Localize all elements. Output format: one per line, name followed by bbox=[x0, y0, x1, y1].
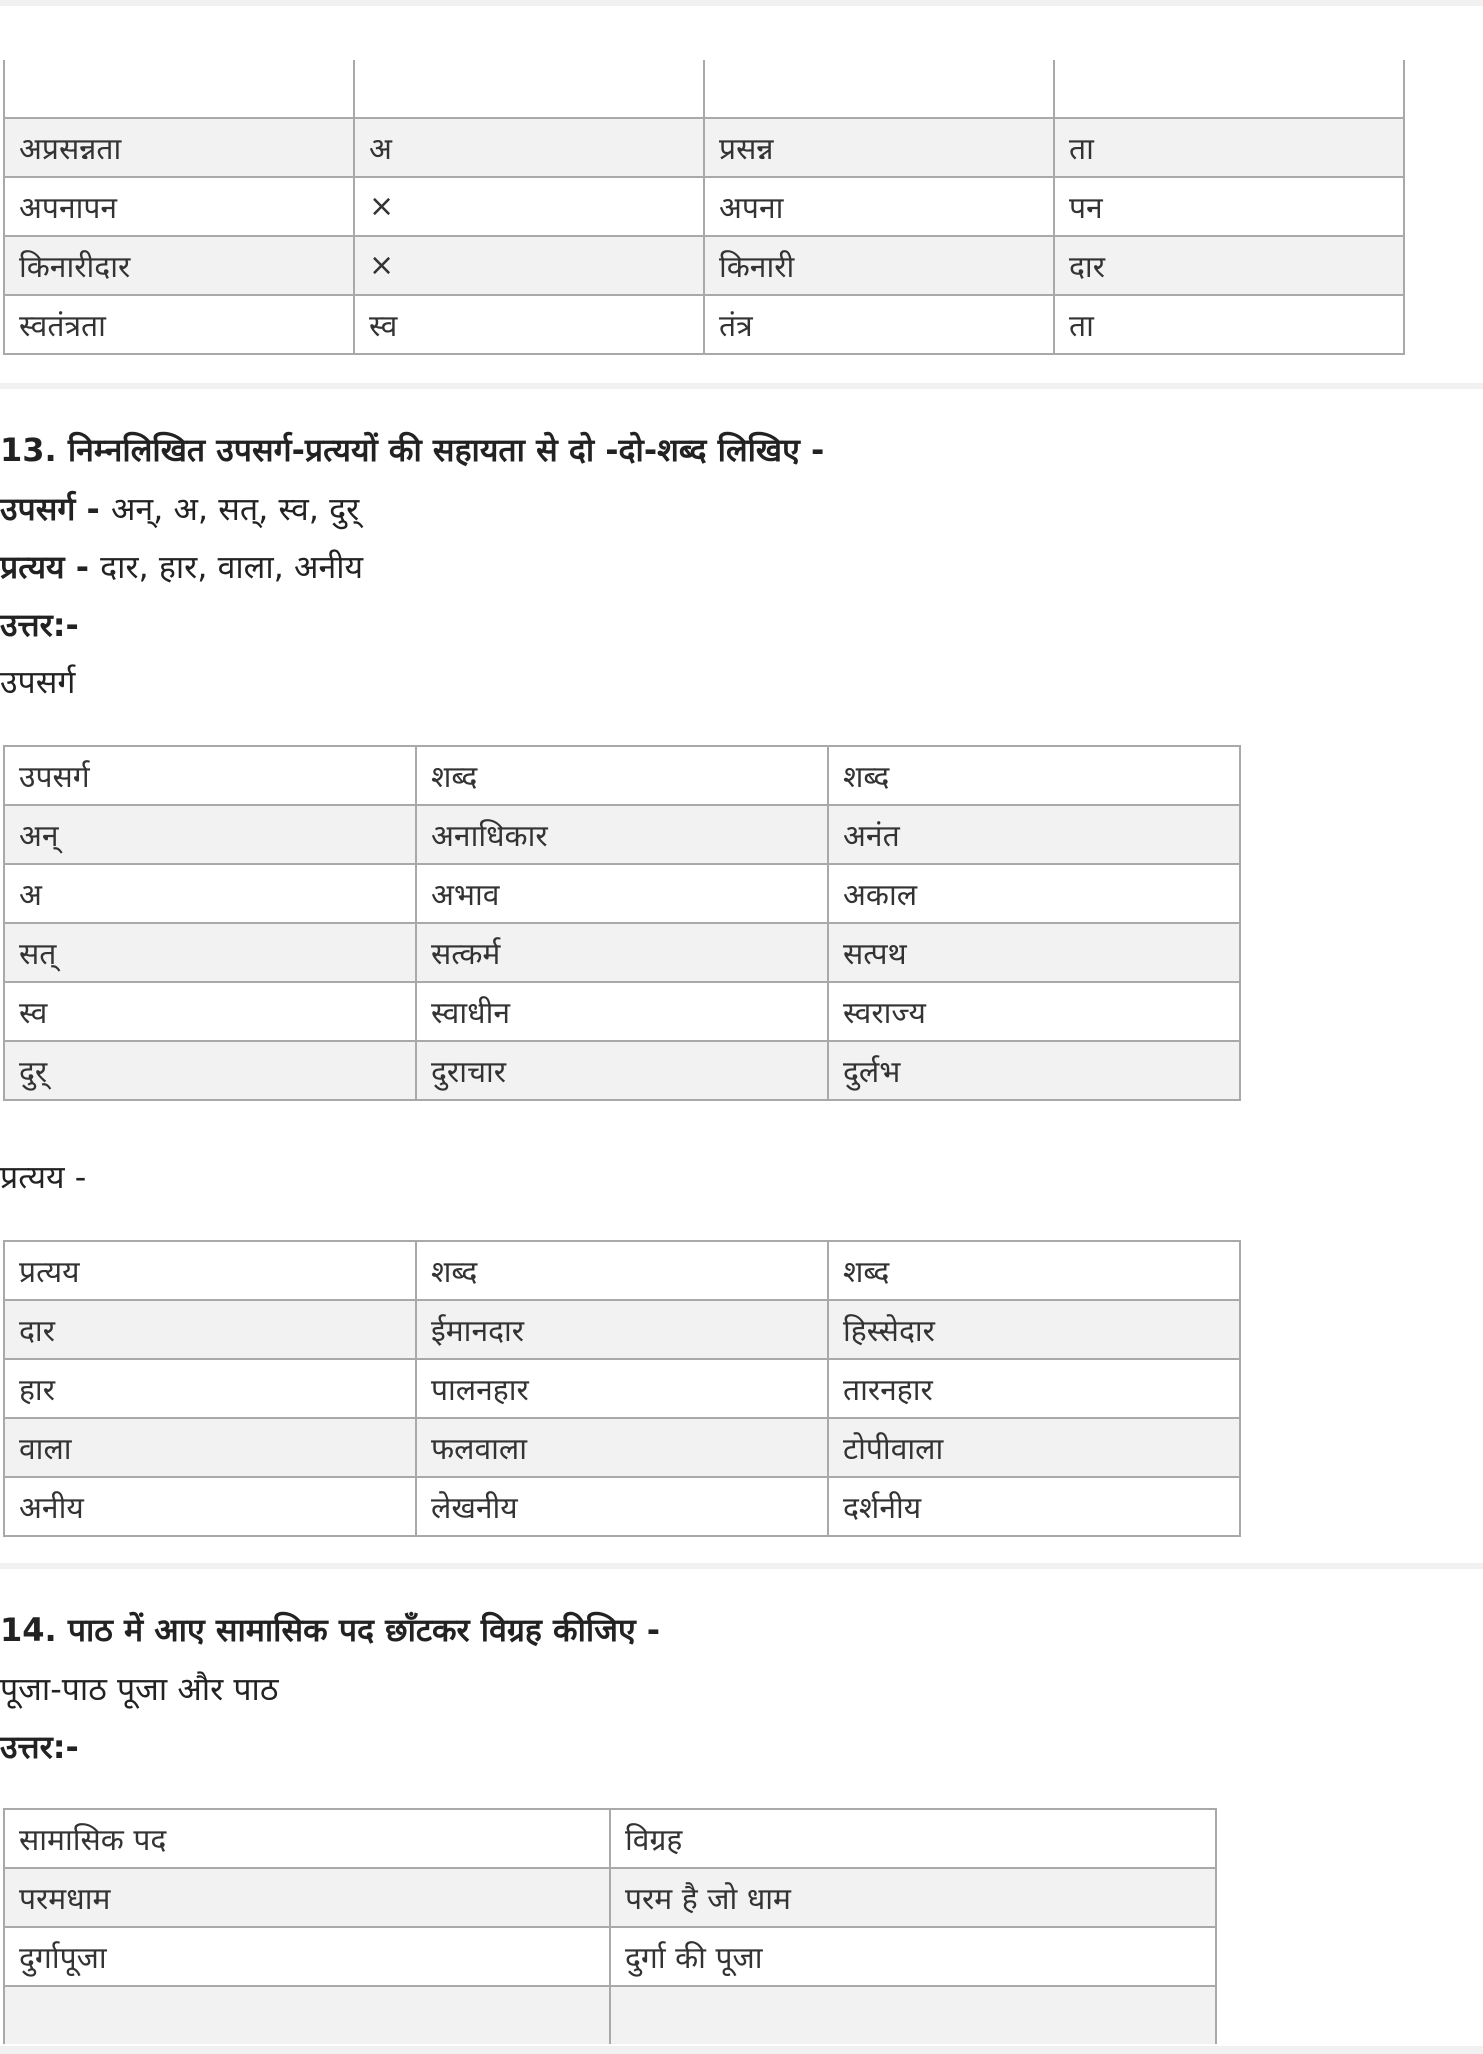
table-row bbox=[4, 1041, 1240, 1100]
table-row bbox=[4, 1418, 1240, 1477]
upsarg-table bbox=[3, 745, 1241, 1101]
table-cell: अन् bbox=[4, 805, 416, 864]
table-cell: तारनहार bbox=[828, 1359, 1240, 1418]
table-row bbox=[4, 805, 1240, 864]
table-cell: किनारीदार bbox=[4, 236, 354, 295]
table-row bbox=[4, 864, 1240, 923]
table-cell: अ bbox=[4, 864, 416, 923]
table-cell: ता bbox=[1054, 118, 1404, 177]
table-cell bbox=[1054, 60, 1404, 118]
table-row bbox=[4, 1868, 1216, 1927]
upsarg-heading: उपसर्ग bbox=[0, 663, 76, 701]
table-cell: स्वाधीन bbox=[416, 982, 828, 1041]
table-cell: अप्रसन्नता bbox=[4, 118, 354, 177]
table-cell: हिस्सेदार bbox=[828, 1300, 1240, 1359]
table-cell: अकाल bbox=[828, 864, 1240, 923]
table-header-cell: शब्द bbox=[416, 1241, 828, 1300]
answer-label: उत्तर:- bbox=[0, 1728, 79, 1766]
table-cell: अ bbox=[354, 118, 704, 177]
table-cell: अनीय bbox=[4, 1477, 416, 1536]
upsarg-list-values: अन्, अ, सत्, स्व, दुर् bbox=[110, 490, 360, 528]
upsarg-list-label: उपसर्ग - bbox=[0, 490, 111, 528]
table-cell: अभाव bbox=[416, 864, 828, 923]
table-cell: अनाधिकार bbox=[416, 805, 828, 864]
table-cell bbox=[704, 60, 1054, 118]
example-line: पूजा-पाठ पूजा और पाठ bbox=[0, 1670, 279, 1708]
table-row bbox=[4, 923, 1240, 982]
table-cell: दुर्लभ bbox=[828, 1041, 1240, 1100]
table-header-cell: शब्द bbox=[828, 746, 1240, 805]
table-cell: पालनहार bbox=[416, 1359, 828, 1418]
table-cell: किनारी bbox=[704, 236, 1054, 295]
table-cell: प्रसन्न bbox=[704, 118, 1054, 177]
answer-label: उत्तर:- bbox=[0, 606, 79, 644]
table-cell: स्व bbox=[4, 982, 416, 1041]
table-header-cell: सामासिक पद bbox=[4, 1809, 610, 1868]
samas-table bbox=[3, 1808, 1217, 2044]
table-row bbox=[4, 177, 1404, 236]
table-row bbox=[4, 60, 1404, 118]
question-13-heading: 13. निम्नलिखित उपसर्ग-प्रत्ययों की सहायता से दो -दो-शब्द लिखिए - bbox=[0, 431, 825, 469]
table-cell: सत्पथ bbox=[828, 923, 1240, 982]
table-row bbox=[4, 295, 1404, 354]
table-cell: टोपीवाला bbox=[828, 1418, 1240, 1477]
table-header-row bbox=[4, 1809, 1216, 1868]
pratyay-list-label: प्रत्यय - bbox=[0, 548, 101, 586]
table-cell: परमधाम bbox=[4, 1868, 610, 1927]
section-divider bbox=[0, 2046, 1483, 2054]
table-cell bbox=[610, 1986, 1216, 2044]
table-cell: अपना bbox=[704, 177, 1054, 236]
section-divider bbox=[0, 383, 1483, 389]
table-row bbox=[4, 1359, 1240, 1418]
pratyay-table bbox=[3, 1240, 1241, 1537]
table-cell: दुर् bbox=[4, 1041, 416, 1100]
table-cell: हार bbox=[4, 1359, 416, 1418]
table-cell: दर्शनीय bbox=[828, 1477, 1240, 1536]
pratyay-heading: प्रत्यय - bbox=[0, 1158, 87, 1196]
table-cell: स्वराज्य bbox=[828, 982, 1240, 1041]
table-cell: दार bbox=[1054, 236, 1404, 295]
table-row bbox=[4, 1986, 1216, 2044]
table-cell: वाला bbox=[4, 1418, 416, 1477]
word-breakdown-table bbox=[3, 60, 1405, 355]
table-row bbox=[4, 1477, 1240, 1536]
section-divider bbox=[0, 1563, 1483, 1569]
table-cell: सत् bbox=[4, 923, 416, 982]
table-header-cell: शब्द bbox=[416, 746, 828, 805]
table-cell: दुराचार bbox=[416, 1041, 828, 1100]
table-header-row bbox=[4, 746, 1240, 805]
table-cell: दार bbox=[4, 1300, 416, 1359]
table-cell: × bbox=[354, 177, 704, 236]
table-cell: तंत्र bbox=[704, 295, 1054, 354]
table-cell: फलवाला bbox=[416, 1418, 828, 1477]
table-row bbox=[4, 1927, 1216, 1986]
table-cell: दुर्गापूजा bbox=[4, 1927, 610, 1986]
table-row bbox=[4, 1300, 1240, 1359]
table-cell: ईमानदार bbox=[416, 1300, 828, 1359]
pratyay-list bbox=[0, 545, 363, 588]
table-cell: दुर्गा की पूजा bbox=[610, 1927, 1216, 1986]
table-cell: सत्कर्म bbox=[416, 923, 828, 982]
pratyay-list-values: दार, हार, वाला, अनीय bbox=[100, 548, 364, 586]
table-row bbox=[4, 982, 1240, 1041]
table-row bbox=[4, 118, 1404, 177]
question-14-heading: 14. पाठ में आए सामासिक पद छाँटकर विग्रह कीजिए - bbox=[0, 1611, 661, 1649]
table-header-cell: शब्द bbox=[828, 1241, 1240, 1300]
table-cell bbox=[4, 1986, 610, 2044]
table-cell: × bbox=[354, 236, 704, 295]
section-divider bbox=[0, 0, 1483, 6]
upsarg-list bbox=[0, 487, 359, 530]
table-cell bbox=[4, 60, 354, 118]
table-cell: अपनापन bbox=[4, 177, 354, 236]
table-header-cell: उपसर्ग bbox=[4, 746, 416, 805]
table-cell: लेखनीय bbox=[416, 1477, 828, 1536]
table-row bbox=[4, 236, 1404, 295]
table-cell: स्व bbox=[354, 295, 704, 354]
table-header-row bbox=[4, 1241, 1240, 1300]
table-cell: परम है जो धाम bbox=[610, 1868, 1216, 1927]
table-header-cell: विग्रह bbox=[610, 1809, 1216, 1868]
table-header-cell: प्रत्यय bbox=[4, 1241, 416, 1300]
table-cell: पन bbox=[1054, 177, 1404, 236]
table-cell: ता bbox=[1054, 295, 1404, 354]
table-cell: स्वतंत्रता bbox=[4, 295, 354, 354]
table-cell: अनंत bbox=[828, 805, 1240, 864]
table-cell bbox=[354, 60, 704, 118]
